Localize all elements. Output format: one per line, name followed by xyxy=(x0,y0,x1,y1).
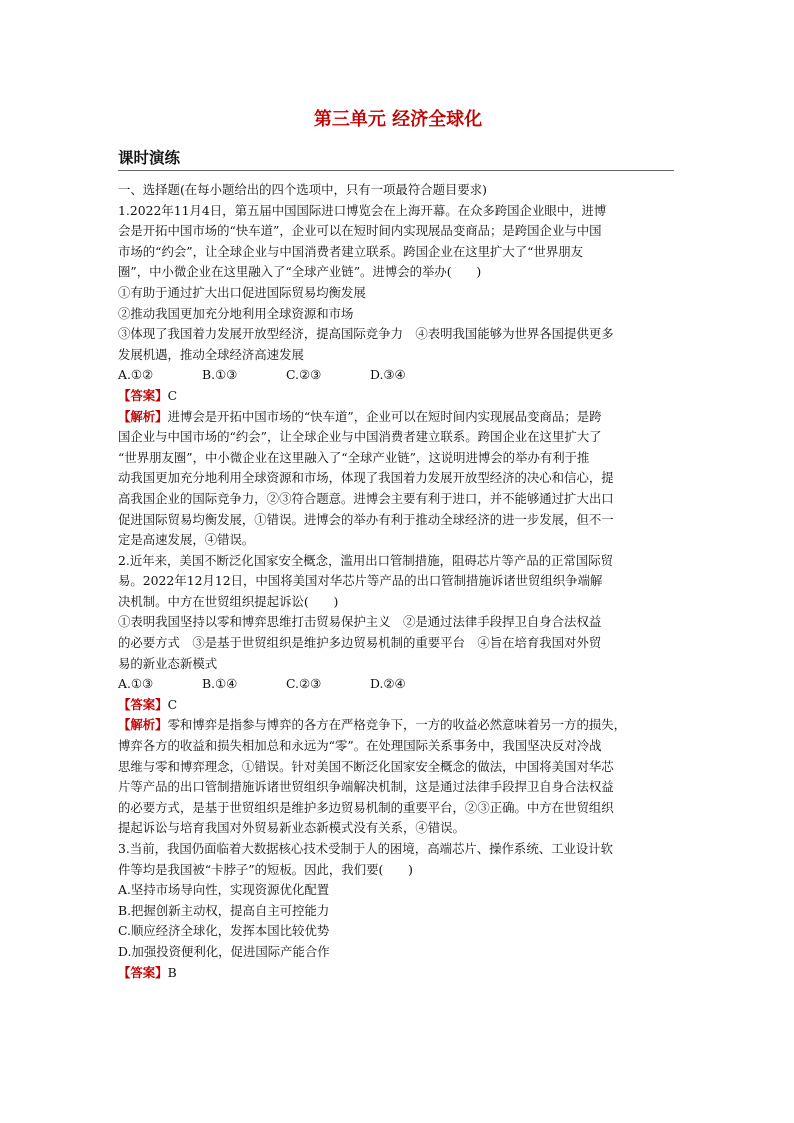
answer-tag: 【答案】 xyxy=(118,387,168,403)
option-d: D.③④ xyxy=(370,367,406,383)
section-divider xyxy=(118,170,674,171)
section-title: 课时演练 xyxy=(118,149,181,167)
answer-value: B xyxy=(167,964,177,980)
question-line: 市场的“约会”，让全球企业与中国消费者建立联系。跨国企业在这里扩大了“世界朋友 xyxy=(118,243,584,259)
option-line: D.加强投资便利化，促进国际产能合作 xyxy=(118,943,330,959)
analysis-line: 思维与零和博弈理念，①错误。针对美国不断泛化国家安全概念的做法，中国将美国对华芯 xyxy=(118,758,614,774)
answer-tag: 【答案】 xyxy=(118,964,168,980)
question-line: 件等均是我国被“卡脖子”的短板。因此，我们要( ) xyxy=(118,861,413,877)
analysis-tag: 【解析】 xyxy=(118,717,168,733)
question-line: 会是开拓中国市场的“快车道”，企业可以在短时间内实现展品变商品；是跨国企业与中国 xyxy=(118,223,602,239)
question-3 xyxy=(118,839,678,983)
option-c: C.②③ xyxy=(286,367,322,383)
option-line: B.把握创新主动权，提高自主可控能力 xyxy=(118,902,330,918)
question-1 xyxy=(118,201,678,551)
statement-line: ①有助于通过扩大出口促进国际贸易均衡发展 xyxy=(118,284,366,300)
question-line: 决机制。中方在世贸组织提起诉讼( ) xyxy=(118,593,339,609)
analysis-line xyxy=(118,715,678,736)
question-line: 圈”，中小微企业在这里融入了“全球产业链”。进博会的举办( ) xyxy=(118,264,482,280)
option-b: B.①③ xyxy=(202,367,238,383)
analysis-line xyxy=(118,407,678,428)
analysis-line: 动我国更加充分地利用全球资源和市场，体现了我国着力发展开放型经济的决心和信心，提 xyxy=(118,470,614,486)
statement-line: ③体现了我国着力发展开放型经济，提高国际竞争力 ④表明我国能够为世界各国提供更多 xyxy=(118,326,614,342)
option-line: C.顺应经济全球化，发挥本国比较优势 xyxy=(118,923,330,939)
unit-title: 第三单元 经济全球化 xyxy=(313,109,483,130)
question-line: 1.2022年11月4日，第五届中国国际进口博览会在上海开幕。在众多跨国企业眼中，进博 xyxy=(118,202,607,218)
analysis-line: 博弈各方的收益和损失相加总和永远为“零”。在处理国际关系事务中，我国坚决反对冷战 xyxy=(118,738,602,754)
answer-tag: 【答案】 xyxy=(118,696,168,712)
analysis-text: 进博会是开拓中国市场的“快车道”，企业可以在短时间内实现展品变商品；是跨 xyxy=(167,408,602,424)
option-b: B.①④ xyxy=(202,676,238,692)
option-line: A.坚持市场导向性，实现资源优化配置 xyxy=(118,882,330,898)
option-a: A.①③ xyxy=(118,676,154,692)
answer-line xyxy=(118,963,678,984)
statement-line: ①表明我国坚持以零和博弈思维打击贸易保护主义 ②是通过法律手段捍卫自身合法权益 xyxy=(118,614,602,630)
analysis-line: 的必要方式，是基于世贸组织是维护多边贸易机制的重要平台，②③正确。中方在世贸组织 xyxy=(118,799,614,815)
answer-value: C xyxy=(167,696,178,712)
analysis-line: 提起诉讼与培育我国对外贸易新业态新模式没有关系，④错误。 xyxy=(118,820,465,836)
analysis-line: 定是高速发展，④错误。 xyxy=(118,532,255,548)
option-c: C.②③ xyxy=(286,676,322,692)
answer-value: C xyxy=(167,387,178,403)
analysis-line: 片等产品的出口管制措施诉诸世贸组织争端解决机制，这是通过法律手段捍卫自身合法权益 xyxy=(118,779,614,795)
analysis-line: “世界朋友圈”，中小微企业在这里融入了“全球产业链”，这说明进博会的举办有利于推 xyxy=(118,449,590,465)
question-line: 2.近年来，美国不断泛化国家安全概念，滥用出口管制措施，阻碍芯片等产品的正常国际贸 xyxy=(118,552,614,568)
analysis-line: 促进国际贸易均衡发展，①错误。进博会的举办有利于推动全球经济的进一步发展，但不一 xyxy=(118,511,614,527)
question-line: 3.当前，我国仍面临着大数据核心技术受制于人的困境，高端芯片、操作系统、工业设计软 xyxy=(118,841,614,856)
statement-line: 易的新业态新模式 xyxy=(118,655,218,671)
analysis-line: 高我国企业的国际竞争力，②③符合题意。进博会主要有利于进口，并不能够通过扩大出口 xyxy=(118,490,614,506)
option-d: D.②④ xyxy=(370,676,406,692)
analysis-tag: 【解析】 xyxy=(118,408,168,424)
statement-line: 发展机遇，推动全球经济高速发展 xyxy=(118,346,304,362)
question-2 xyxy=(118,551,678,839)
option-a: A.①② xyxy=(118,367,154,383)
question-line: 易。2022年12月12日，中国将美国对华芯片等产品的出口管制措施诉诸世贸组织争端解 xyxy=(118,573,603,589)
answer-line xyxy=(118,695,678,716)
answer-line xyxy=(118,386,678,407)
statement-line: 的必要方式 ③是基于世贸组织是维护多边贸易机制的重要平台 ④旨在培育我国对外贸 xyxy=(118,635,602,651)
document-body xyxy=(118,180,678,983)
answer-options xyxy=(118,365,678,386)
analysis-text: 零和博弈是指参与博弈的各方在严格竞争下，一方的收益必然意味着另一方的损失， xyxy=(167,717,627,733)
answer-options xyxy=(118,674,678,695)
statement-line: ②推动我国更加充分地利用全球资源和市场 xyxy=(118,305,354,321)
section-heading: 一、选择题(在每小题给出的四个选项中，只有一项最符合题目要求) xyxy=(118,182,487,197)
analysis-line: 国企业与中国市场的“约会”，让全球企业与中国消费者建立联系。跨国企业在这里扩大了 xyxy=(118,429,602,445)
